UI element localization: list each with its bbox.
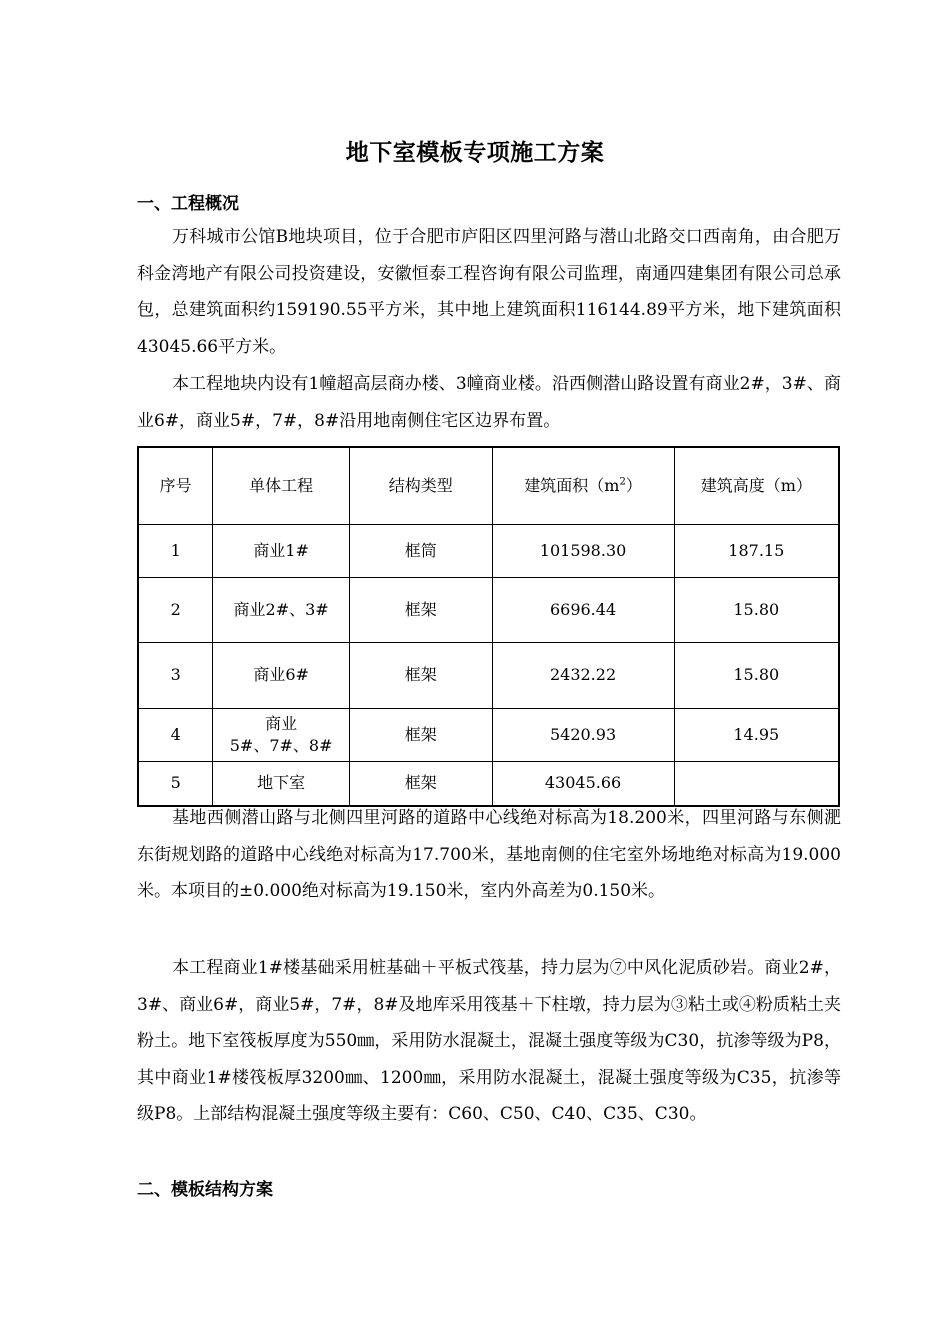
cell-area: 43045.66 [492,761,674,806]
table-row [138,577,839,642]
cell-height: 187.15 [674,524,839,577]
table-header-row [138,447,839,524]
table-row [138,708,839,761]
table-row [138,642,839,708]
cell-area: 6696.44 [492,577,674,642]
cell-structure: 框架 [349,642,492,708]
paragraph-foundation: 本工程商业1#楼基础采用桩基础＋平板式筏基，持力层为⑦中风化泥质砂岩。商业2#，3#、商业6#，商业5#，7#，8#及地库采用筏基＋下柱墩，持力层为③粘土或④粉质粘土夹粉土。地下室筏板厚度为550㎜，采用防水混凝土，混凝土强度等级为C30，抗渗等级为P8，其中商业1#楼筏板厚3200㎜、1200㎜，采用防水混凝土，混凝土强度等级为C35，抗渗等级P8。上部结构混凝土强度等级主要有：C60、C50、C40、C35、C30。 [137,958,841,1124]
cell-unit-line2: 5#、7#、8# [229,735,333,755]
section-heading-overview: 一、工程概况 [137,194,239,214]
cell-no: 5 [138,761,213,806]
section-heading-formwork: 二、模板结构方案 [137,1180,273,1200]
cell-area: 101598.30 [492,524,674,577]
cell-height: 14.95 [674,708,839,761]
header-area-superscript: 2 [619,476,626,488]
building-units-table [137,446,840,807]
cell-structure: 框筒 [349,524,492,577]
cell-unit-line1: 商业 [265,713,298,733]
document-title: 地下室模板专项施工方案 [345,140,605,166]
header-area [492,447,674,524]
cell-no: 4 [138,708,213,761]
cell-unit: 商业2#、3# [213,577,350,642]
cell-structure: 框架 [349,577,492,642]
header-area-close: ） [625,475,642,495]
paragraph-buildings: 本工程地块内设有1幢超高层商办楼、3幢商业楼。沿西侧潜山路设置有商业2#，3#、商业6#，商业5#，7#，8#沿用地南侧住宅区边界布置。 [137,374,841,431]
cell-height: 15.80 [674,642,839,708]
cell-unit: 商业6# [213,642,350,708]
header-area-text: 建筑面积（m [524,475,620,495]
cell-structure: 框架 [349,761,492,806]
cell-area: 5420.93 [492,708,674,761]
cell-unit [213,708,350,761]
cell-structure: 框架 [349,708,492,761]
header-structure: 结构类型 [349,447,492,524]
cell-unit: 地下室 [213,761,350,806]
header-unit: 单体工程 [213,447,350,524]
cell-height: 15.80 [674,577,839,642]
header-no: 序号 [138,447,213,524]
paragraph-elevations: 基地西侧潜山路与北侧四里河路的道路中心线绝对标高为18.200米，四里河路与东侧淝东街规划路的道路中心线绝对标高为17.700米，基地南侧的住宅室外场地绝对标高为19.000米。本项目的±0.000绝对标高为19.150米，室内外高差为0.150米。 [137,808,841,901]
cell-no: 3 [138,642,213,708]
table-row [138,524,839,577]
cell-unit: 商业1# [213,524,350,577]
cell-no: 2 [138,577,213,642]
header-height: 建筑高度（m） [674,447,839,524]
cell-no: 1 [138,524,213,577]
paragraph-project-overview: 万科城市公馆B地块项目，位于合肥市庐阳区四里河路与潜山北路交口西南角，由合肥万科金湾地产有限公司投资建设，安徽恒泰工程咨询有限公司监理，南通四建集团有限公司总承包，总建筑面积约159190.55平方米，其中地上建筑面积116144.89平方米，地下建筑面积43045.66平方米。 [137,227,841,357]
cell-area: 2432.22 [492,642,674,708]
